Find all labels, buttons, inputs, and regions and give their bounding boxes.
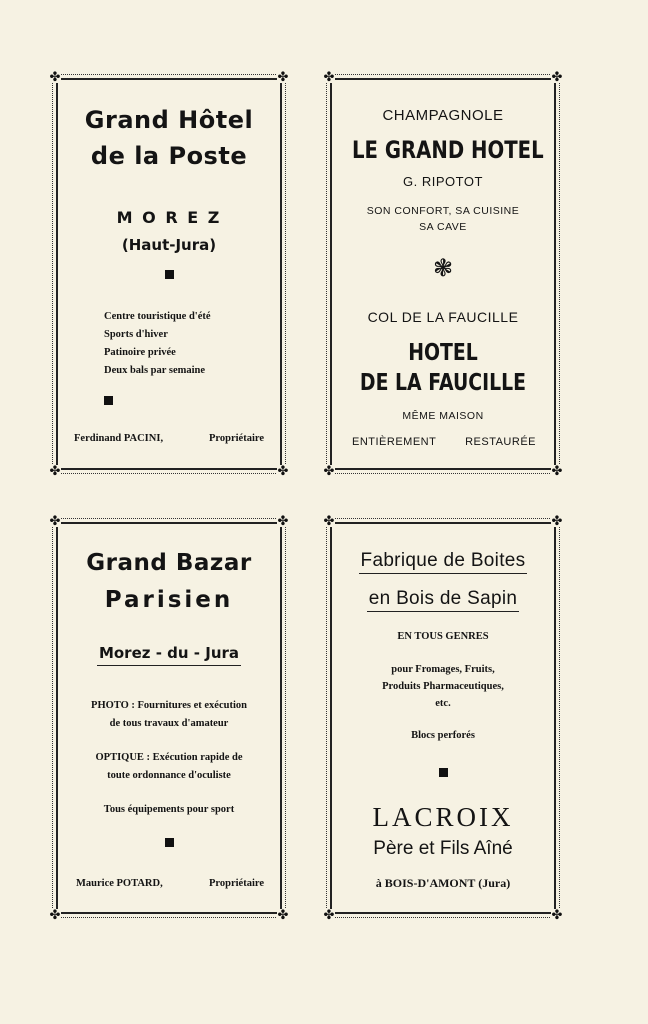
ad1-owner-role: Propriétaire [208,433,264,444]
corner-ornament-icon: ✤ [49,907,61,922]
ad1-feature-item: Centre touristique d'été [104,311,211,322]
ad1-feature-item: Patinoire privée [104,347,176,358]
corner-ornament-icon: ✤ [551,513,563,528]
ad1-title-line1: Grand Hôtel [84,106,254,134]
ad2-tagline1: SON CONFORT, SA CUISINE [366,205,520,217]
floral-ornament-icon: ❃ [432,254,454,282]
ad2-hotel1: LE GRAND HOTEL [351,136,544,164]
ad3-town-wrap [58,644,280,663]
ad1-town: M O R E Z [116,208,222,227]
ad4-title-line1: Fabrique de Boites [359,550,528,574]
corner-ornament-icon: ✤ [323,513,335,528]
ad3-owner-name: Maurice POTARD, [76,878,163,889]
corner-ornament-icon: ✤ [49,513,61,528]
ad4-title-line2-wrap [332,588,554,610]
ad2-hotel2-line1: HOTEL [408,340,478,366]
ad2-manager: G. RIPOTOT [403,174,483,189]
ad4-genres: EN TOUS GENRES [397,631,489,642]
corner-ornament-icon: ✤ [277,513,289,528]
ad3-owner-role: Propriétaire [208,878,264,889]
ad1-bullet-2 [104,392,113,410]
corner-ornament-icon: ✤ [551,463,563,478]
ad4-title-line1-wrap [332,550,554,572]
ad3-town: Morez - du - Jura [97,644,241,666]
ad2-restored [352,436,536,448]
ad3-optique-1: OPTIQUE : Exécution rapide de [95,752,243,763]
ad3-sport: Tous équipements pour sport [103,804,235,815]
corner-ornament-icon: ✤ [49,69,61,84]
ad1-title-line2: de la Poste [90,142,248,170]
ad4-title-line2: en Bois de Sapin [367,588,519,612]
ad4-address: à BOIS-D'AMONT (Jura) [375,876,511,890]
corner-ornament-icon: ✤ [551,907,563,922]
ad-fabrique-de-boites [323,513,563,922]
ad3-title-line1: Grand Bazar [86,550,252,576]
ad2-town: CHAMPAGNOLE [382,107,504,124]
ad-grand-bazar-parisien [49,513,289,922]
ad4-products-1: pour Fromages, Fruits, [391,664,495,675]
corner-ornament-icon: ✤ [551,69,563,84]
ad2-restored-a: ENTIÈREMENT [352,436,437,448]
ad3-title-line2: Parisien [104,587,234,613]
corner-ornament-icon: ✤ [277,907,289,922]
ad4-bullet [332,764,554,782]
ad1-feature-item: Sports d'hiver [104,329,168,340]
ad2-same-house: MÊME MAISON [402,410,484,422]
ad1-owner-name: Ferdinand PACINI, [74,433,164,444]
ad3-photo-2: de tous travaux d'amateur [109,718,229,729]
ad3-optique-2: toute ordonnance d'oculiste [107,770,231,781]
ad1-region: (Haut-Jura) [121,236,217,254]
ad1-feature-item: Deux bals par semaine [104,365,206,376]
ad4-products-2: Produits Pharmaceutiques, [382,681,504,692]
corner-ornament-icon: ✤ [277,463,289,478]
corner-ornament-icon: ✤ [323,69,335,84]
ad2-restored-b: RESTAURÉE [465,436,536,448]
ad3-bullet [58,834,280,852]
ad1-owner [74,433,264,444]
corner-ornament-icon: ✤ [323,907,335,922]
ad2-tagline2: SA CAVE [419,221,467,233]
ad4-blocs: Blocs perforés [411,730,475,741]
ad4-products-3: etc. [435,698,451,709]
ad2-location2: COL DE LA FAUCILLE [367,309,519,325]
ad4-company: LACROIX [372,802,514,832]
corner-ornament-icon: ✤ [49,463,61,478]
ad-grand-hotel-de-la-poste [49,69,289,478]
ad-champagnole-grand-hotel [323,69,563,478]
corner-ornament-icon: ✤ [277,69,289,84]
ad2-hotel2-line2: DE LA FAUCILLE [359,370,527,396]
ad1-features-list [104,308,211,380]
ad4-company-sub: Père et Fils Aîné [373,838,513,859]
ad3-owner [76,878,264,889]
corner-ornament-icon: ✤ [323,463,335,478]
ad1-bullet-1 [58,266,280,284]
ad3-photo-1: PHOTO : Fournitures et exécution [91,700,247,711]
